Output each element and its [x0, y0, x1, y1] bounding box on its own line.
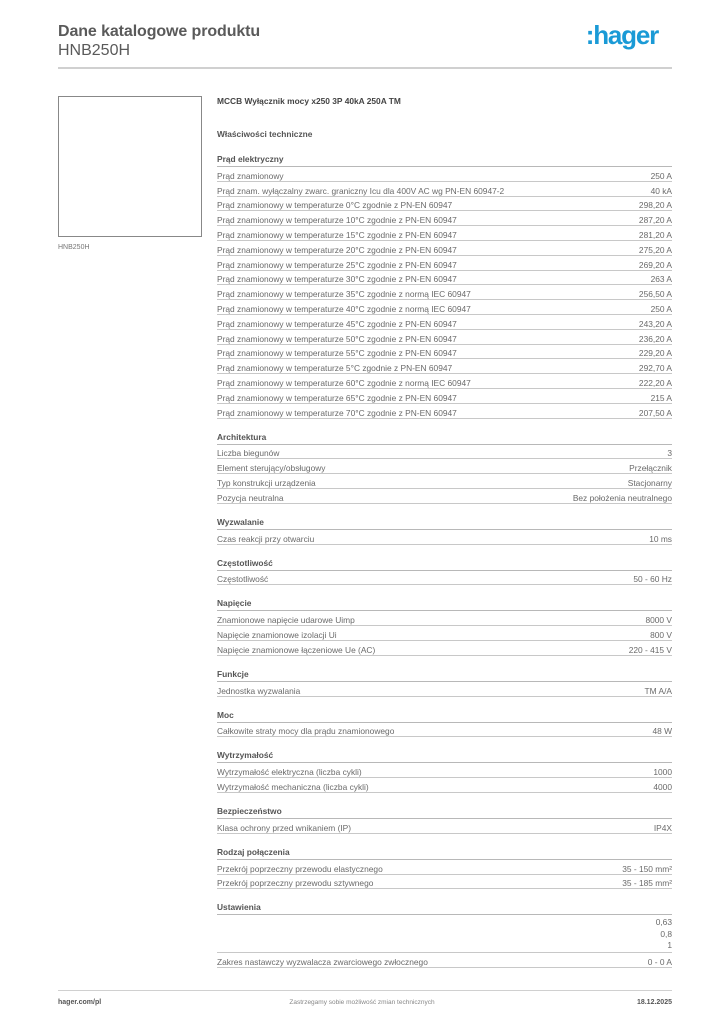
spec-row [217, 682, 672, 697]
spec-value: 287,20 A [638, 215, 672, 226]
spec-group [217, 598, 672, 655]
spec-row [217, 763, 672, 778]
spec-label: Prąd znamionowy w temperaturze 5°C zgodnie z PN-EN 60947 [217, 363, 453, 374]
spec-value: 35 - 185 mm² [622, 878, 672, 889]
spec-label: Prąd znamionowy w temperaturze 50°C zgodnie z PN-EN 60947 [217, 333, 457, 344]
spec-row [217, 489, 672, 504]
spec-label: Prąd znamionowy w temperaturze 35°C zgodnie z normą IEC 60947 [217, 289, 471, 300]
spec-value: 0 - 0 A [647, 956, 672, 967]
spec-row [217, 641, 672, 656]
spec-group-title: Napięcie [217, 598, 672, 611]
spec-group [217, 902, 672, 967]
spec-group-title: Wyzwalanie [217, 517, 672, 530]
document-title: Dane katalogowe produktu [58, 23, 261, 40]
page-header [58, 22, 672, 60]
spec-group-title: Bezpieczeństwo [217, 806, 672, 819]
spec-value: Stacjonarny [627, 477, 672, 488]
footer-date: 18.12.2025 [636, 999, 672, 1006]
spec-label: Klasa ochrony przed wnikaniem (IP) [217, 822, 352, 833]
spec-row [217, 389, 672, 404]
spec-row [217, 167, 672, 182]
spec-value: 281,20 A [638, 229, 672, 240]
spec-row [217, 315, 672, 330]
spec-content [217, 96, 672, 968]
spec-value: 40 kA [650, 185, 672, 196]
spec-value: 222,20 A [638, 377, 672, 388]
spec-row-multi-value [217, 915, 672, 953]
spec-value: 1000 [653, 767, 672, 778]
spec-group [217, 432, 672, 504]
spec-label: Prąd znamionowy w temperaturze 30°C zgodnie z PN-EN 60947 [217, 274, 457, 285]
spec-label: Prąd znamionowy w temperaturze 55°C zgodnie z PN-EN 60947 [217, 348, 457, 359]
spec-row [217, 723, 672, 738]
spec-value: 220 - 415 V [628, 644, 672, 655]
spec-label: Przekrój poprzeczny przewodu elastycznego [217, 863, 383, 874]
spec-row [217, 300, 672, 315]
spec-value: TM A/A [644, 685, 672, 696]
spec-label: Wytrzymałość elektryczna (liczba cykli) [217, 767, 362, 778]
spec-value: Przełącznik [629, 463, 672, 474]
hager-logo: :hager [585, 20, 658, 50]
spec-label: Prąd znamionowy w temperaturze 70°C zgodnie z PN-EN 60947 [217, 407, 457, 418]
spec-label: Liczba biegunów [217, 448, 280, 459]
spec-label: Częstotliwość [217, 574, 269, 585]
product-code: HNB250H [58, 42, 131, 59]
product-name: MCCB Wyłącznik mocy x250 3P 40kA 250A TM [217, 96, 401, 106]
spec-value: 3 [667, 448, 672, 459]
spec-label: Prąd znamionowy w temperaturze 15°C zgodnie z PN-EN 60947 [217, 229, 457, 240]
spec-row [217, 241, 672, 256]
spec-value: 243,20 A [638, 318, 672, 329]
spec-row [217, 860, 672, 875]
spec-value: 215 A [650, 392, 672, 403]
spec-label: Prąd znamionowy w temperaturze 10°C zgodnie z PN-EN 60947 [217, 215, 457, 226]
spec-label: Prąd znamionowy w temperaturze 40°C zgodnie z normą IEC 60947 [217, 303, 471, 314]
spec-row [217, 345, 672, 360]
spec-row [217, 445, 672, 460]
spec-label: Typ konstrukcji urządzenia [217, 477, 316, 488]
spec-label: Prąd znam. wyłączalny zwarc. graniczny Icu dla 400V AC wg PN-EN 60947-2 [217, 185, 505, 196]
spec-group-title: Rodzaj połączenia [217, 847, 672, 860]
spec-label: Wytrzymałość mechaniczna (liczba cykli) [217, 781, 369, 792]
spec-row [217, 611, 672, 626]
spec-group [217, 669, 672, 697]
spec-value: 250 A [650, 303, 672, 314]
spec-row [217, 778, 672, 793]
spec-label: Element sterujący/obsługowy [217, 463, 326, 474]
spec-group-title: Moc [217, 710, 672, 723]
spec-label: Napięcie znamionowe łączeniowe Ue (AC) [217, 644, 376, 655]
product-image-placeholder [58, 96, 202, 237]
spec-value: 236,20 A [638, 333, 672, 344]
spec-value: 8000 V [645, 615, 672, 626]
spec-label: Napięcie znamionowe izolacji Ui [217, 629, 337, 640]
spec-row [217, 211, 672, 226]
spec-group [217, 154, 672, 419]
spec-value: 50 - 60 Hz [633, 574, 672, 585]
spec-value: 229,20 A [638, 348, 672, 359]
spec-groups [217, 154, 672, 968]
spec-label: Przekrój poprzeczny przewodu sztywnego [217, 878, 374, 889]
spec-group-title: Funkcje [217, 669, 672, 682]
section-title: Właściwości techniczne [217, 129, 313, 139]
spec-label: Prąd znamionowy w temperaturze 60°C zgodnie z normą IEC 60947 [217, 377, 471, 388]
spec-value: Bez położenia neutralnego [572, 492, 672, 503]
spec-row [217, 530, 672, 545]
spec-value: 292,70 A [638, 363, 672, 374]
spec-row [217, 359, 672, 374]
spec-value: 0,8 [660, 928, 672, 939]
spec-group [217, 558, 672, 586]
spec-label: Prąd znamionowy w temperaturze 65°C zgodnie z PN-EN 60947 [217, 392, 457, 403]
spec-label: Prąd znamionowy w temperaturze 25°C zgodnie z PN-EN 60947 [217, 259, 457, 270]
spec-value: IP4X [653, 822, 672, 833]
spec-label: Prąd znamionowy [217, 170, 284, 181]
spec-label: Zakres nastawczy wyzwalacza zwarciowego zwłocznego [217, 956, 428, 967]
spec-value: 35 - 150 mm² [622, 863, 672, 874]
footer-website-link[interactable]: hager.com/pl [58, 999, 102, 1006]
spec-label: Pozycja neutralna [217, 492, 284, 503]
spec-group-title: Architektura [217, 432, 672, 445]
spec-group [217, 750, 672, 793]
spec-value: 298,20 A [638, 200, 672, 211]
spec-value: 275,20 A [638, 244, 672, 255]
spec-row [217, 819, 672, 834]
spec-label: Czas reakcji przy otwarciu [217, 533, 315, 544]
spec-value: 1 [667, 940, 672, 951]
spec-row [217, 182, 672, 197]
spec-row [217, 404, 672, 419]
spec-row [217, 875, 672, 890]
spec-row [217, 256, 672, 271]
spec-value: 10 ms [649, 533, 672, 544]
spec-group [217, 806, 672, 834]
footer-disclaimer: Zastrzegamy sobie możliwość zmian technicznych [289, 999, 435, 1006]
spec-row [217, 285, 672, 300]
spec-value: 250 A [650, 170, 672, 181]
spec-label: Znamionowe napięcie udarowe Uimp [217, 615, 355, 626]
header-divider [58, 67, 672, 69]
spec-row [217, 953, 672, 968]
spec-label: Jednostka wyzwalania [217, 685, 301, 696]
spec-value: 269,20 A [638, 259, 672, 270]
spec-group-title: Wytrzymałość [217, 750, 672, 763]
spec-label: Prąd znamionowy w temperaturze 20°C zgodnie z PN-EN 60947 [217, 244, 457, 255]
spec-group-title: Ustawienia [217, 902, 672, 915]
spec-value: 48 W [652, 726, 672, 737]
spec-value: 256,50 A [638, 289, 672, 300]
spec-row [217, 474, 672, 489]
spec-group [217, 847, 672, 890]
spec-row [217, 571, 672, 586]
spec-label: Całkowite straty mocy dla prądu znamionowego [217, 726, 395, 737]
spec-label: Prąd znamionowy w temperaturze 45°C zgodnie z PN-EN 60947 [217, 318, 457, 329]
spec-row [217, 226, 672, 241]
footer-divider [58, 990, 672, 991]
spec-row [217, 459, 672, 474]
spec-group-title: Prąd elektryczny [217, 154, 672, 167]
spec-value: 4000 [653, 781, 672, 792]
spec-value: 800 V [650, 629, 672, 640]
spec-row [217, 271, 672, 286]
spec-group-title: Częstotliwość [217, 558, 672, 571]
product-image-caption: HNB250H [58, 244, 90, 251]
spec-row [217, 197, 672, 212]
spec-row [217, 374, 672, 389]
spec-value: 207,50 A [638, 407, 672, 418]
spec-group [217, 710, 672, 738]
spec-value: 263 A [650, 274, 672, 285]
spec-row [217, 626, 672, 641]
spec-group [217, 517, 672, 545]
spec-value: 0,63 [655, 917, 672, 928]
spec-row [217, 330, 672, 345]
spec-label: Prąd znamionowy w temperaturze 0°C zgodnie z PN-EN 60947 [217, 200, 453, 211]
